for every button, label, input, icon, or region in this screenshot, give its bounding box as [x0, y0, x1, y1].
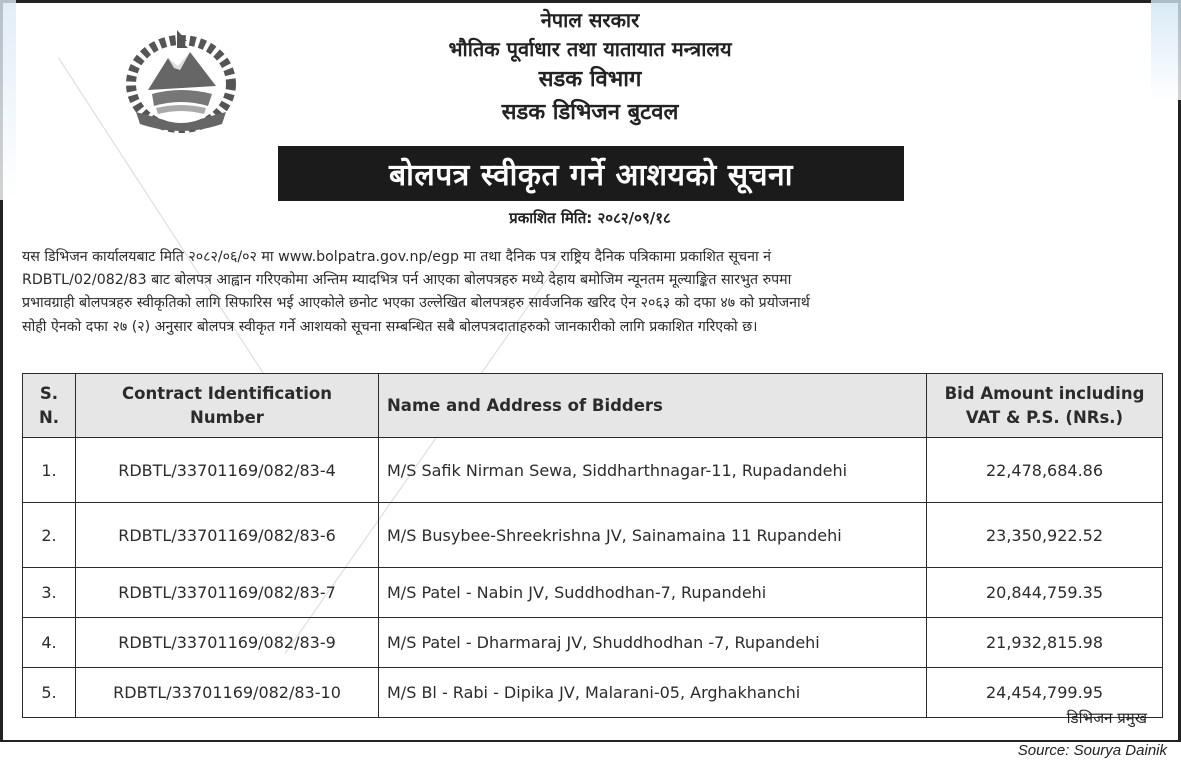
header-contract-id: Contract Identification Number	[76, 374, 379, 438]
cell-bidder: M/S Patel - Nabin JV, Suddhodhan-7, Rupandehi	[379, 568, 927, 618]
watermark-decoration	[0, 0, 16, 200]
cell-sn: 4.	[23, 618, 76, 668]
cell-amount: 24,454,799.95	[927, 668, 1163, 718]
cell-bidder: M/S Busybee-Shreekrishna JV, Sainamaina 11 Rupandehi	[379, 503, 927, 568]
table-row	[23, 618, 1163, 668]
cell-amount: 21,932,815.98	[927, 618, 1163, 668]
cell-contract-id: RDBTL/33701169/082/83-9	[76, 618, 379, 668]
cell-sn: 1.	[23, 438, 76, 503]
table-row	[23, 568, 1163, 618]
cell-contract-id: RDBTL/33701169/082/83-4	[76, 438, 379, 503]
cell-contract-id: RDBTL/33701169/082/83-7	[76, 568, 379, 618]
bidders-table	[22, 373, 1162, 718]
cell-contract-id: RDBTL/33701169/082/83-10	[76, 668, 379, 718]
source-credit: Source: Sourya Dainik	[1017, 742, 1167, 759]
signature-title: डिभिजन प्रमुख	[1066, 709, 1147, 727]
header-sn: S. N.	[23, 374, 76, 438]
header	[280, 6, 900, 130]
table-header-row	[23, 374, 1163, 438]
table-row	[23, 438, 1163, 503]
cell-bidder: M/S Safik Nirman Sewa, Siddharthnagar-11, Rupadandehi	[379, 438, 927, 503]
government-name: नेपाल सरकार	[540, 8, 640, 32]
table-row	[23, 503, 1163, 568]
watermark-decoration	[1151, 0, 1181, 100]
cell-contract-id: RDBTL/33701169/082/83-6	[76, 503, 379, 568]
published-date: प्रकाशित मिति: २०८२/०९/१८	[509, 209, 671, 227]
cell-sn: 2.	[23, 503, 76, 568]
notice-body	[22, 246, 1162, 339]
cell-sn: 5.	[23, 668, 76, 718]
body-line: प्रभावग्राही बोलपत्रहरु स्वीकृतिको लागि सिफारिस भई आएकोले छनोट भएका उल्लेखित बोलपत्रहरु सार्वजनिक खरिद ऐन २०६३ को दफा ४७ को प्रयोजनार्थ	[22, 295, 810, 312]
table-row	[23, 668, 1163, 718]
cell-sn: 3.	[23, 568, 76, 618]
cell-bidder: M/S Patel - Dharmaraj JV, Shuddhodhan -7, Rupandehi	[379, 618, 927, 668]
ministry-name: भौतिक पूर्वाधार तथा यातायात मन्त्रालय	[448, 37, 732, 61]
body-line: यस डिभिजन कार्यालयबाट मिति २०८२/०६/०२ मा www.bolpatra.gov.np/egp मा तथा दैनिक पत्र राष्ट्रिय दैनिक पत्रिकामा प्रकाशित सूचना नं	[22, 249, 772, 265]
cell-amount: 20,844,759.35	[927, 568, 1163, 618]
notice-title: बोलपत्र स्वीकृत गर्ने आशयको सूचना	[278, 146, 904, 201]
header-amount: Bid Amount including VAT & P.S. (NRs.)	[927, 374, 1163, 438]
division-name: सडक डिभिजन बुटवल	[501, 100, 679, 125]
nepal-government-emblem-icon	[118, 28, 244, 136]
department-name: सडक विभाग	[538, 67, 642, 92]
cell-bidder: M/S Bl - Rabi - Dipika JV, Malarani-05, Arghakhanchi	[379, 668, 927, 718]
cell-amount: 22,478,684.86	[927, 438, 1163, 503]
body-line: सोही ऐनको दफा २७ (२) अनुसार बोलपत्र स्वीकृत गर्ने आशयको सूचना सम्बन्धित सबै बोलपत्रदाताहरुको जानकारीको लागि प्रकाशित गरिएको छ।	[22, 318, 758, 335]
cell-amount: 23,350,922.52	[927, 503, 1163, 568]
body-line: RDBTL/02/082/83 बाट बोलपत्र आह्वान गरिएकोमा अन्तिम म्यादभित्र पर्न आएका बोलपत्रहरु मध्ये देहाय बमोजिम न्यूनतम मूल्याङ्कित सारभुत रुपमा	[22, 272, 792, 289]
header-bidder: Name and Address of Bidders	[379, 374, 927, 438]
